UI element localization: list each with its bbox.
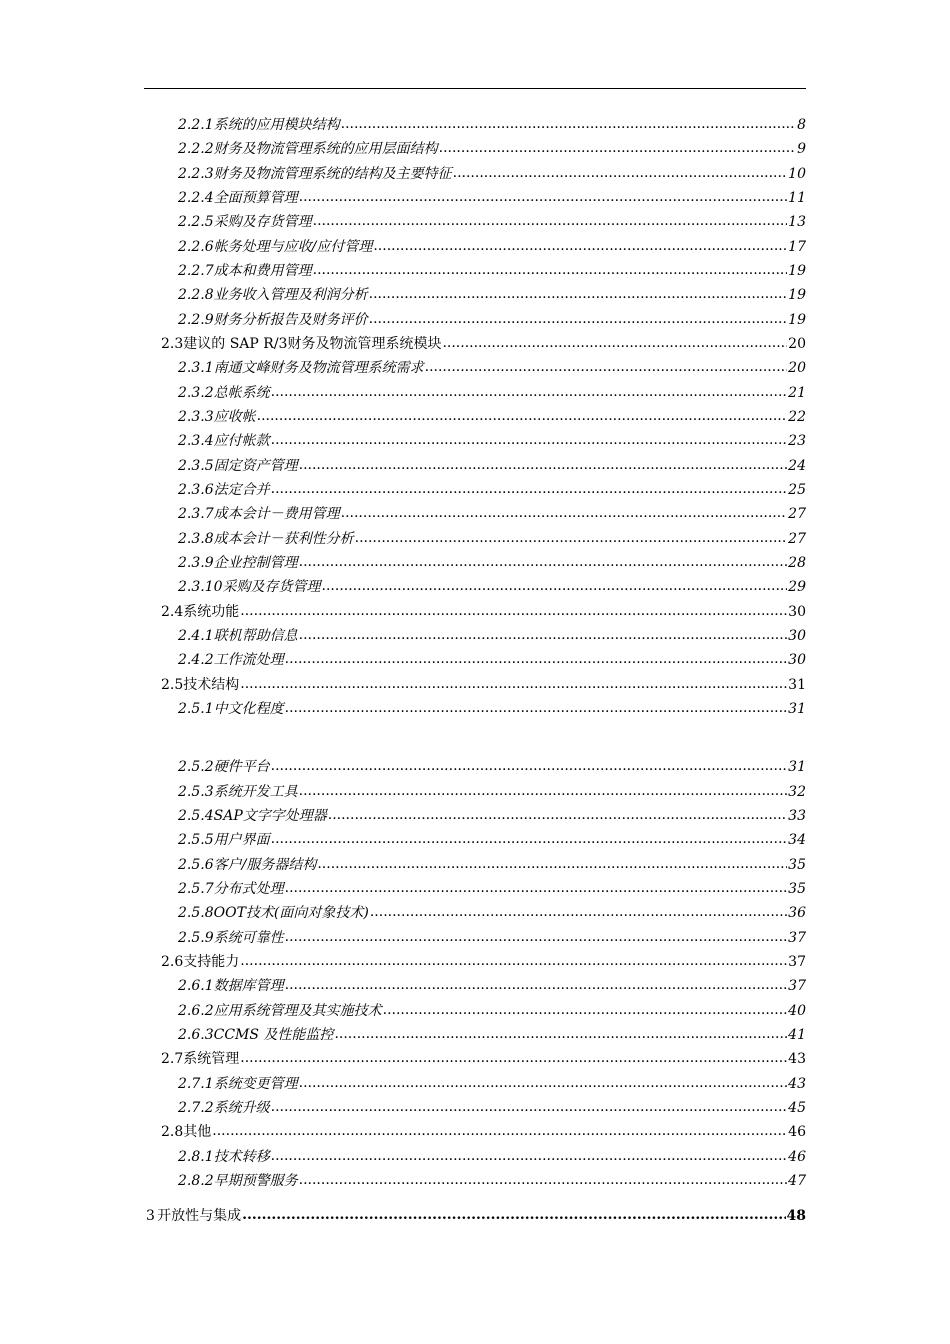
toc-entry[interactable]: [178, 308, 806, 332]
toc-entry-number: 2.5.1: [178, 701, 214, 717]
toc-entry[interactable]: [178, 356, 806, 380]
toc-entry-title: 中文化程度: [213, 701, 284, 717]
toc-entry-page: 21: [788, 385, 806, 401]
toc-entry-title: 技术转移: [213, 1149, 270, 1165]
toc-entry-page: 37: [788, 978, 806, 994]
toc-dot-leader: [299, 185, 788, 209]
toc-dot-leader: [299, 1168, 788, 1192]
toc-entry-title: 应付帐款: [213, 433, 270, 449]
toc-entry-number: 2.7.2: [178, 1100, 214, 1116]
toc-entry-page: 17: [788, 239, 806, 255]
toc-entry-number: 2.3.2: [178, 385, 214, 401]
toc-entry-page: 29: [788, 579, 806, 595]
toc-entry-title: 数据库管理: [213, 978, 284, 994]
toc-dot-leader: [317, 852, 787, 876]
toc-entry-page: 31: [788, 677, 806, 693]
toc-entry-title: 联机帮助信息: [213, 628, 298, 644]
toc-entry[interactable]: [178, 1145, 806, 1169]
toc-dot-leader: [328, 803, 787, 827]
toc-entry[interactable]: [178, 877, 806, 901]
toc-entry-number: 2.5.5: [178, 832, 214, 848]
toc-entry[interactable]: [178, 974, 806, 998]
toc-entry-title: 工作流处理: [213, 652, 284, 668]
toc-dot-leader: [240, 599, 787, 623]
toc-entry-title: CCMS 及性能监控: [213, 1027, 334, 1043]
toc-entry-number: 2.2.3: [178, 166, 214, 182]
toc-entry-number: 2.3.3: [178, 409, 214, 425]
toc-entry-page: 30: [788, 652, 806, 668]
toc-entry[interactable]: [178, 999, 806, 1023]
toc-dot-leader: [322, 574, 788, 598]
toc-entry-number: 2.4: [161, 604, 184, 620]
toc-entry-title: 用户界面: [213, 832, 270, 848]
toc-entry[interactable]: [178, 648, 806, 672]
toc-entry[interactable]: [178, 454, 806, 478]
toc-dot-leader: [425, 355, 788, 379]
toc-dot-leader: [212, 1119, 787, 1143]
toc-dot-leader: [373, 234, 787, 258]
toc-entry-page: 19: [788, 287, 806, 303]
toc-entry-page: 9: [797, 141, 806, 157]
toc-entry-page: 36: [788, 905, 806, 921]
toc-entry[interactable]: [178, 575, 806, 599]
toc-entry-page: 35: [788, 857, 806, 873]
toc-entry[interactable]: [178, 624, 806, 648]
toc-entry-number: 2.5.8: [178, 905, 214, 921]
toc-entry-page: 31: [788, 701, 806, 717]
toc-entry-title: 系统升级: [213, 1100, 270, 1116]
toc-dot-leader: [285, 647, 788, 671]
toc-entry-title: 财务及物流管理系统的结构及主要特征: [213, 166, 452, 182]
toc-entry-number: 2.6.3: [178, 1027, 214, 1043]
toc-entry[interactable]: [178, 210, 806, 234]
toc-dot-leader: [453, 161, 788, 185]
toc-dot-leader: [285, 973, 788, 997]
toc-entry-number: 2.7.1: [178, 1076, 214, 1092]
toc-entry-page: 41: [788, 1027, 806, 1043]
toc-entry-page: 23: [788, 433, 806, 449]
toc-entry-title: 早期预警服务: [213, 1173, 298, 1189]
toc-entry-title: OOT技术(面向对象技术): [213, 905, 369, 921]
toc-entry-page: 19: [788, 312, 806, 328]
toc-entry-title: 系统可靠性: [213, 930, 284, 946]
toc-dot-leader: [242, 1203, 785, 1227]
toc-entry-title: 应用系统管理及其实施技术: [213, 1003, 382, 1019]
toc-entry[interactable]: [178, 1072, 806, 1096]
toc-entry-title: 应收帐: [213, 409, 256, 425]
toc-entry[interactable]: [178, 137, 806, 161]
toc-entry-number: 2.8: [161, 1124, 184, 1140]
toc-entry-page: 20: [788, 336, 806, 352]
toc-entry-number: 2.5.6: [178, 857, 214, 873]
toc-dot-leader: [299, 550, 788, 574]
toc-dot-leader: [299, 623, 788, 647]
toc-entry-page: 34: [788, 832, 806, 848]
toc-entry-title: 财务及物流管理系统的应用层面结构: [213, 141, 438, 157]
toc-entry-page: 43: [788, 1076, 806, 1092]
toc-entry[interactable]: [178, 804, 806, 828]
toc-entry[interactable]: [178, 1169, 806, 1193]
toc-entry-title: 系统变更管理: [213, 1076, 298, 1092]
toc-entry[interactable]: [178, 502, 806, 526]
toc-dot-leader: [240, 672, 787, 696]
toc-entry-page: 10: [788, 166, 806, 182]
toc-entry-number: 2.3: [161, 336, 184, 352]
toc-entry[interactable]: [161, 332, 806, 356]
toc-entry[interactable]: [178, 828, 806, 852]
toc-dot-leader: [271, 827, 788, 851]
toc-entry-number: 2.2.2: [178, 141, 214, 157]
toc-entry-page: 40: [788, 1003, 806, 1019]
toc-entry-page: 37: [788, 930, 806, 946]
toc-entry-page: 33: [788, 808, 806, 824]
toc-entry-page: 32: [788, 784, 806, 800]
toc-entry-number: 2.5.3: [178, 784, 214, 800]
toc-entry-title: 建议的 SAP R/3财务及物流管理系统模块: [183, 336, 442, 352]
toc-dot-leader: [240, 949, 787, 973]
toc-entry-title: 其他: [183, 1124, 212, 1140]
header-rule: [144, 88, 806, 89]
toc-entry[interactable]: [178, 853, 806, 877]
toc-dot-leader: [334, 1022, 787, 1046]
toc-dot-leader: [285, 876, 788, 900]
toc-dot-leader: [442, 331, 787, 355]
toc-entry[interactable]: [178, 551, 806, 575]
toc-entry-title: 成本和费用管理: [213, 263, 312, 279]
toc-entry-title: 系统的应用模块结构: [213, 117, 340, 133]
toc-entry-title: 成本会计－获利性分析: [213, 531, 354, 547]
toc-entry-title: SAP文字字处理器: [213, 808, 327, 824]
toc-entry-title: 全面预算管理: [213, 190, 298, 206]
toc-entry-number: 2.8.1: [178, 1149, 214, 1165]
toc-entry-number: 2.3.10: [178, 579, 223, 595]
toc-entry-title: 客户/服务器结构: [213, 857, 317, 873]
toc-entry-page: 46: [788, 1149, 806, 1165]
toc-entry-page: 48: [786, 1208, 806, 1224]
toc-dot-leader: [370, 900, 787, 924]
toc-entry-page: 43: [788, 1051, 806, 1067]
toc-entry[interactable]: [178, 235, 806, 259]
toc-entry-title: 采购及存货管理: [213, 214, 312, 230]
toc-dot-leader: [271, 1144, 788, 1168]
toc-entry-number: 2.5.9: [178, 930, 214, 946]
toc-entry-number: 2.5.7: [178, 881, 214, 897]
toc-entry-title: 成本会计－费用管理: [213, 506, 340, 522]
toc-entry[interactable]: [178, 405, 806, 429]
toc-entry-title: 财务分析报告及财务评价: [213, 312, 368, 328]
toc-entry-number: 3: [146, 1208, 155, 1224]
toc-entry-title: 企业控制管理: [213, 555, 298, 571]
toc-dot-leader: [439, 136, 796, 160]
toc-entry-page: 11: [788, 190, 806, 206]
toc-entry[interactable]: [161, 600, 806, 624]
toc-dot-leader: [271, 754, 788, 778]
toc-entry-number: 2.4.1: [178, 628, 214, 644]
toc-entry-number: 2.2.8: [178, 287, 214, 303]
toc-dot-leader: [299, 779, 788, 803]
toc-entry-number: 2.2.5: [178, 214, 214, 230]
toc-entry-page: 20: [788, 360, 806, 376]
toc-entry-page: 27: [788, 506, 806, 522]
toc-entry-number: 2.2.9: [178, 312, 214, 328]
toc-entry[interactable]: [178, 429, 806, 453]
toc-entry-number: 2.8.2: [178, 1173, 214, 1189]
toc-entry-number: 2.4.2: [178, 652, 214, 668]
toc-entry[interactable]: [178, 1096, 806, 1120]
toc-entry-page: 19: [788, 263, 806, 279]
toc-entry[interactable]: [161, 673, 806, 697]
toc-entry-number: 2.3.6: [178, 482, 214, 498]
toc-dot-leader: [271, 477, 788, 501]
toc-entry-number: 2.6.1: [178, 978, 214, 994]
toc-entry-number: 2.3.7: [178, 506, 214, 522]
toc-dot-leader: [341, 501, 788, 525]
toc-dot-leader: [271, 428, 788, 452]
toc-entry-title: 支持能力: [183, 954, 240, 970]
toc-dot-leader: [369, 307, 788, 331]
toc-entry-page: 25: [788, 482, 806, 498]
toc-entry[interactable]: [178, 478, 806, 502]
toc-entry-page: 30: [788, 604, 806, 620]
toc-entry-number: 2.3.1: [178, 360, 214, 376]
toc-entry-page: 37: [788, 954, 806, 970]
toc-entry-title: 系统功能: [183, 604, 240, 620]
toc-entry-page: 27: [788, 531, 806, 547]
toc-entry-title: 分布式处理: [213, 881, 284, 897]
toc-dot-leader: [299, 1071, 788, 1095]
toc-entry[interactable]: [161, 1047, 806, 1071]
toc-entry-page: 28: [788, 555, 806, 571]
toc-entry-title: 南通文峰财务及物流管理系统需求: [213, 360, 424, 376]
toc-dot-leader: [299, 453, 788, 477]
toc-entry[interactable]: [178, 283, 806, 307]
toc-entry[interactable]: [178, 697, 806, 721]
toc-entry-page: 45: [788, 1100, 806, 1116]
toc-entry-title: 业务收入管理及利润分析: [213, 287, 368, 303]
toc-entry-page: 13: [788, 214, 806, 230]
toc-entry-title: 系统开发工具: [213, 784, 298, 800]
toc-entry[interactable]: [178, 1023, 806, 1047]
toc-dot-leader: [313, 209, 788, 233]
toc-entry[interactable]: [178, 901, 806, 925]
toc-entry-number: 2.6: [161, 954, 184, 970]
toc-entry[interactable]: [178, 527, 806, 551]
toc-entry-number: 2.2.7: [178, 263, 214, 279]
toc-entry-title: 开放性与集成: [157, 1208, 242, 1224]
toc-dot-leader: [355, 526, 788, 550]
toc-entry-number: 2.2.4: [178, 190, 214, 206]
toc-entry-number: 2.3.8: [178, 531, 214, 547]
toc-entry-page: 46: [788, 1124, 806, 1140]
toc-dot-leader: [240, 1046, 787, 1070]
toc-entry-number: 2.5: [161, 677, 184, 693]
toc-entry[interactable]: [178, 755, 806, 779]
toc-dot-leader: [383, 998, 788, 1022]
toc-dot-leader: [313, 258, 788, 282]
toc-entry[interactable]: [178, 162, 806, 186]
toc-entry[interactable]: [178, 113, 806, 137]
toc-entry-number: 2.3.5: [178, 458, 214, 474]
toc-entry-number: 2.7: [161, 1051, 184, 1067]
toc-entry-number: 2.3.4: [178, 433, 214, 449]
toc-entry[interactable]: [178, 381, 806, 405]
toc-dot-leader: [285, 696, 788, 720]
toc-entry-page: 8: [797, 117, 806, 133]
toc-entry[interactable]: [178, 259, 806, 283]
toc-dot-leader: [341, 112, 796, 136]
toc-entry-number: 2.6.2: [178, 1003, 214, 1019]
toc-dot-leader: [369, 282, 788, 306]
toc-entry-page: 24: [788, 458, 806, 474]
toc-entry[interactable]: [178, 780, 806, 804]
toc-entry[interactable]: [178, 926, 806, 950]
toc-dot-leader: [257, 404, 788, 428]
toc-entry-page: 22: [788, 409, 806, 425]
toc-entry-title: 法定合并: [213, 482, 270, 498]
toc-entry-page: 47: [788, 1173, 806, 1189]
toc-entry-number: 2.3.9: [178, 555, 214, 571]
toc-entry-title: 总帐系统: [213, 385, 270, 401]
toc-dot-leader: [285, 925, 788, 949]
toc-entry[interactable]: [178, 186, 806, 210]
toc-entry-page: 31: [788, 759, 806, 775]
toc-dot-leader: [271, 380, 788, 404]
toc-entry-title: 硬件平台: [213, 759, 270, 775]
toc-entry-number: 2.5.4: [178, 808, 214, 824]
toc-entry-title: 系统管理: [183, 1051, 240, 1067]
toc-entry-page: 35: [788, 881, 806, 897]
toc-entry-title: 固定资产管理: [213, 458, 298, 474]
toc-entry-number: 2.5.2: [178, 759, 214, 775]
toc-entry-number: 2.2.1: [178, 117, 214, 133]
toc-entry[interactable]: [161, 1120, 806, 1144]
toc-dot-leader: [271, 1095, 788, 1119]
toc-entry[interactable]: [146, 1204, 806, 1228]
toc-entry-number: 2.2.6: [178, 239, 214, 255]
toc-entry[interactable]: [161, 950, 806, 974]
toc-entry-title: 技术结构: [183, 677, 240, 693]
toc-entry-title: 采购及存货管理: [222, 579, 321, 595]
toc-entry-title: 帐务处理与应收/应付管理: [213, 239, 373, 255]
toc-entry-page: 30: [788, 628, 806, 644]
